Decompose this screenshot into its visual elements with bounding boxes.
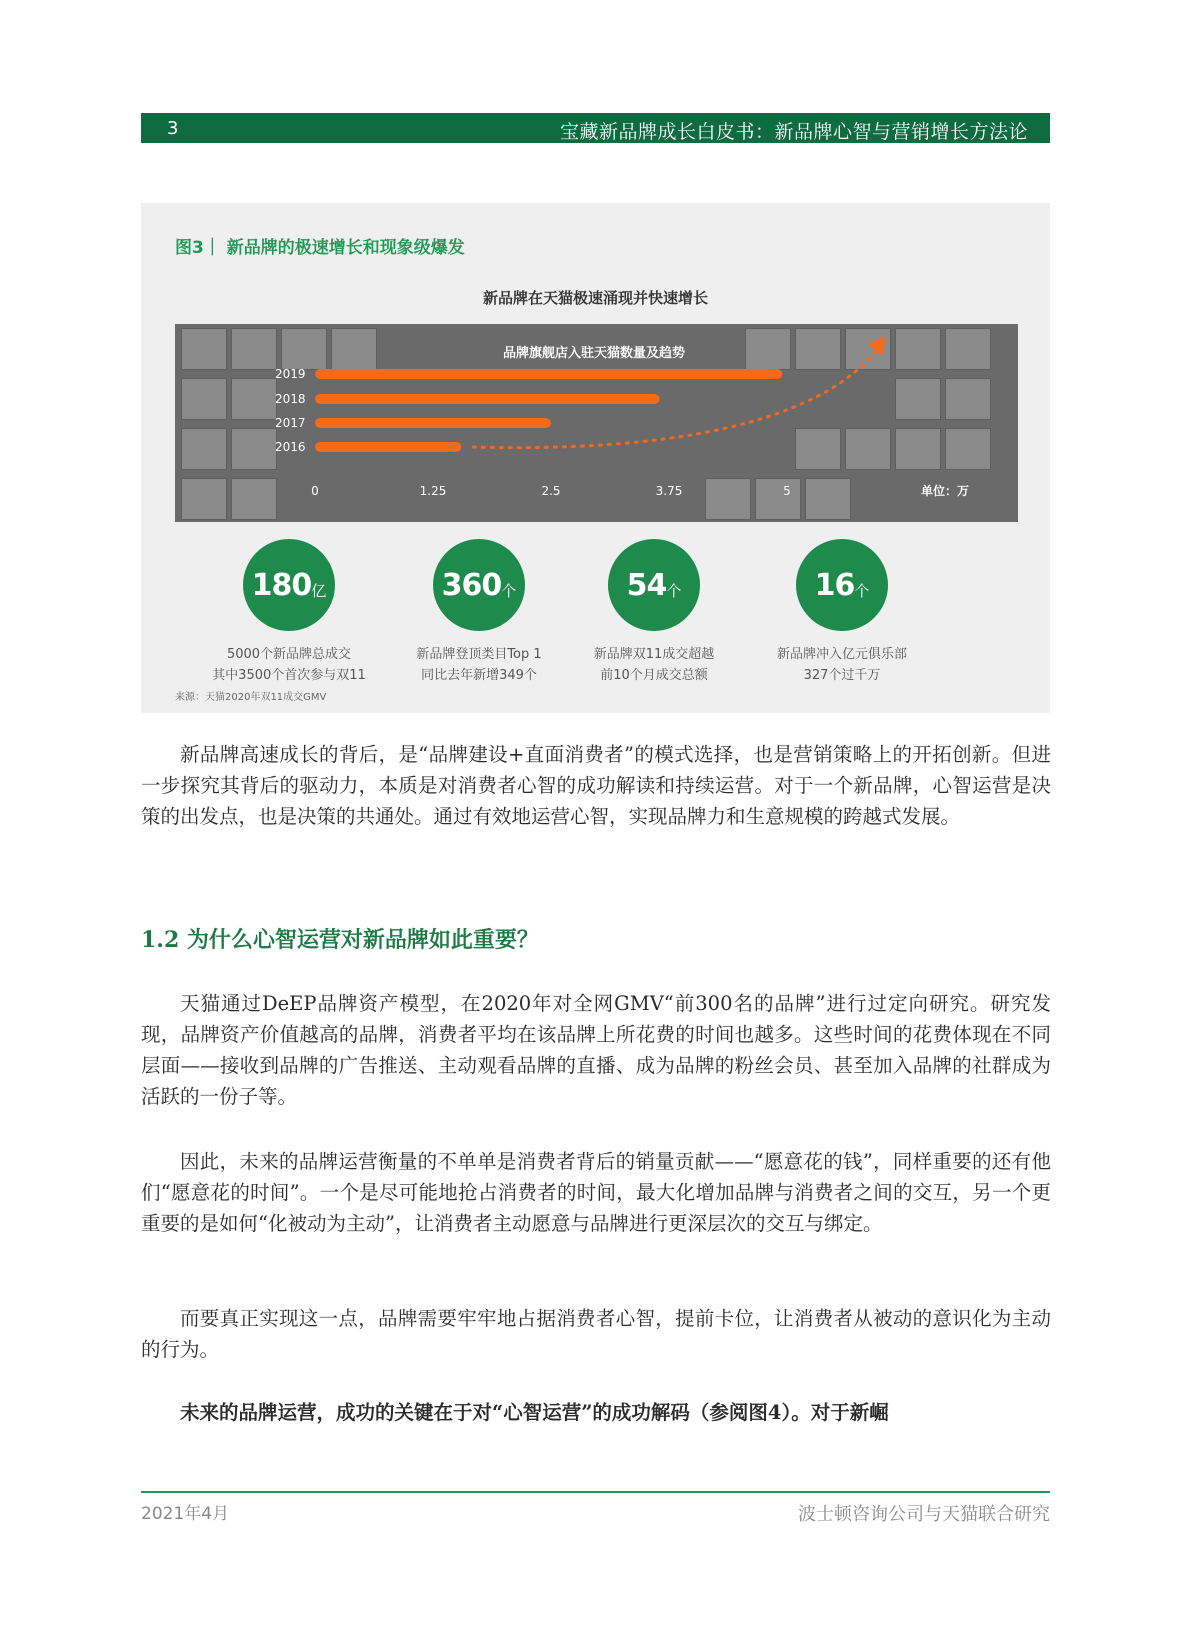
- category-label: 2016: [275, 440, 306, 454]
- bar: [315, 418, 551, 428]
- x-tick-label: 1.25: [419, 484, 447, 498]
- stat-desc-line: 新品牌双11成交超越: [593, 647, 715, 662]
- unit-label: 单位：万: [920, 484, 970, 498]
- stat-number: 180: [251, 567, 312, 603]
- page-number: 3: [167, 118, 179, 139]
- stat-desc-line: 同比去年新增349个: [421, 668, 537, 683]
- category-label: 2019: [275, 367, 306, 381]
- bar: [315, 369, 782, 379]
- bar: [315, 394, 660, 404]
- stat-item: [747, 539, 937, 686]
- stat-desc-line: 5000个新品牌总成交: [226, 647, 352, 662]
- x-tick-label: 0: [311, 484, 319, 498]
- stat-number: 360: [441, 567, 502, 603]
- figure-source: 来源：天猫2020年双11成交GMV: [175, 692, 327, 703]
- stat-item: [384, 539, 574, 686]
- stat-desc-line: 新品牌登顶类目Top 1: [416, 647, 542, 662]
- category-label: 2017: [275, 416, 306, 430]
- x-tick-label: 2.5: [541, 484, 561, 498]
- stat-item: [559, 539, 749, 686]
- stat-unit: 个: [666, 581, 682, 600]
- stat-unit: 亿: [311, 581, 327, 600]
- x-tick-label: 5: [783, 484, 791, 498]
- stat-circle: [608, 539, 700, 631]
- body-paragraph-bold: 未来的品牌运营，成功的关键在于对“心智运营”的成功解码（参阅图4）。对于新崛: [180, 1401, 889, 1424]
- body-paragraph: 因此，未来的品牌运营衡量的不单单是消费者背后的销量贡献——“愿意花的钱”，同样重要的还有他们“愿意花的时间”。一个是尽可能地抢占消费者的时间，最大化增加品牌与消费者之间的交互，另一个更重要的是如何“化被动为主动”，让消费者主动愿意与品牌进行更深层次的交互与绑定。: [141, 1150, 1051, 1235]
- stats-row: [141, 539, 1050, 683]
- body-paragraph: 新品牌高速成长的背后，是“品牌建设+直面消费者”的模式选择，也是营销策略上的开拓创新。但进一步探究其背后的驱动力，本质是对消费者心智的成功解读和持续运营。对于一个新品牌，心智运营是决策的出发点，也是决策的共通处。通过有效地运营心智，实现品牌力和生意规模的跨越式发展。: [141, 743, 1051, 828]
- category-label: 2018: [275, 392, 306, 406]
- bar: [315, 442, 461, 452]
- bar-chart: [175, 324, 1018, 522]
- figure-subtitle: 新品牌在天猫极速涌现并快速增长: [482, 289, 708, 307]
- footer-divider: [141, 1491, 1050, 1493]
- document-title: 宝藏新品牌成长白皮书：新品牌心智与营销增长方法论: [559, 121, 1028, 143]
- x-tick-label: 3.75: [655, 484, 683, 498]
- body-paragraph: 天猫通过DeEP品牌资产模型，在2020年对全网GMV“前300名的品牌”进行过定向研究。研究发现，品牌资产价值越高的品牌，消费者平均在该品牌上所花费的时间也越多。这些时间的花费体现在不同层面——接收到品牌的广告推送、主动观看品牌的直播、成为品牌的粉丝会员、甚至加入品牌的社群成为活跃的一份子等。: [141, 992, 1051, 1108]
- stat-circle: [243, 539, 335, 631]
- section-heading: 1.2 为什么心智运营对新品牌如此重要？: [141, 927, 539, 953]
- page-header: [141, 113, 1050, 143]
- stat-number: 54: [626, 567, 667, 603]
- stat-desc-line: 新品牌冲入亿元俱乐部: [776, 647, 907, 662]
- stat-circle: [796, 539, 888, 631]
- figure-3: [141, 203, 1050, 713]
- chart-title: 品牌旗舰店入驻天猫数量及趋势: [502, 346, 686, 361]
- trend-arrow-icon: [868, 336, 886, 356]
- footer-date: 2021年4月: [141, 1504, 230, 1524]
- stat-unit: 个: [501, 581, 517, 600]
- stat-number: 16: [814, 567, 855, 603]
- stat-circle: [433, 539, 525, 631]
- stat-desc-line: 327个过千万: [803, 668, 881, 683]
- chart-panel: [175, 324, 1018, 522]
- stat-item: [194, 539, 384, 686]
- stat-desc-line: 其中3500个首次参与双11: [212, 668, 366, 683]
- stat-desc-line: 前10个月成交总额: [600, 668, 708, 683]
- body-paragraph: 而要真正实现这一点，品牌需要牢牢地占据消费者心智，提前卡位，让消费者从被动的意识化为主动的行为。: [141, 1307, 1051, 1361]
- stat-unit: 个: [854, 581, 870, 600]
- figure-caption: 图3｜ 新品牌的极速增长和现象级爆发: [175, 238, 465, 258]
- footer-org: 波士顿咨询公司与天猫联合研究: [798, 1504, 1050, 1525]
